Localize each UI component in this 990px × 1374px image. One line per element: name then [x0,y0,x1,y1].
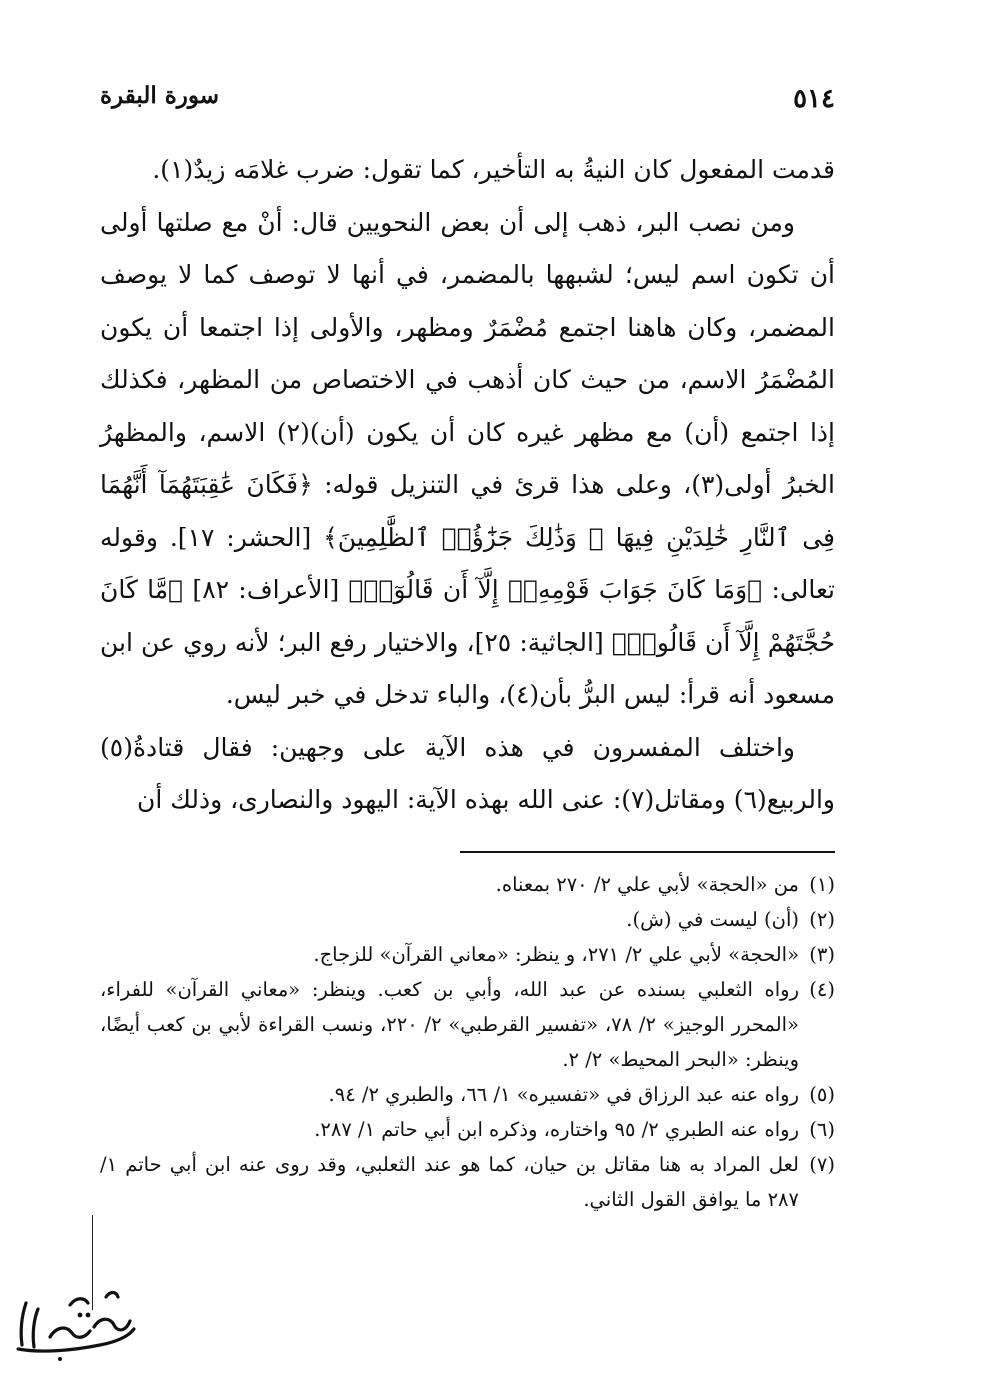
page-content [100,78,835,1217]
footnote-text: «الحجة» لأبي علي ٢/ ٢٧١، و ينظر: «معاني القرآن» للزجاج. [313,942,799,966]
footnote-text: من «الحجة» لأبي علي ٢/ ٢٧٠ بمعناه. [495,872,799,896]
footnote-number: (٣) [809,942,835,966]
footnote [100,867,835,902]
footnote [100,972,835,1077]
footnotes [100,867,835,1217]
calligraphy-stamp-logo [10,1275,140,1365]
footnote [100,1147,835,1217]
footnote [100,902,835,937]
footnote-text: رواه الثعلبي بسنده عن عبد الله، وأبي بن كعب. وينظر: «معاني القرآن» للفراء، «المحرر الوجيز» ٢/ ٧٨، «تفسير القرطبي» ٢/ ٢٢٠، ونسب القراءة لأبي بن كعب أيضًا، وينظر: «البحر المحيط» ٢/ ٢. [100,977,799,1071]
footnote-text: رواه عنه عبد الرزاق في «تفسيره» ١/ ٦٦، والطبري ٢/ ٩٤. [328,1082,799,1106]
footnote-number: (٥) [809,1082,835,1106]
footnote-text: لعل المراد به هنا مقاتل بن حيان، كما هو عند الثعلبي، وقد روى عنه ابن أبي حاتم ١/ ٢٨٧ ما يوافق القول الثاني. [100,1152,799,1211]
footnote [100,1112,835,1147]
main-text [100,144,835,827]
page-header [100,78,835,134]
footnote-separator [460,851,835,853]
footnote-number: (١) [809,872,835,896]
footnote-text: رواه عنه الطبري ٢/ ٩٥ واختاره، وذكره ابن أبي حاتم ١/ ٢٨٧. [314,1117,799,1141]
footnote [100,1077,835,1112]
footnote-number: (٦) [809,1117,835,1141]
paragraph: واختلف المفسرون في هذه الآية على وجهين: فقال قتادةُ(٥) والربيع(٦) ومقاتل(٧): عنى الله بهذه الآية: اليهود والنصارى، وذلك أن [100,732,835,814]
footnote [100,937,835,972]
footnote-number: (٧) [809,1152,835,1176]
page-number: ٥١٤ [793,84,835,114]
footnote-number: (٤) [809,977,835,1001]
paragraph: قدمت المفعول كان النيةُ به التأخير، كما تقول: ضرب غلامَه زيدٌ(١). [152,155,835,184]
surah-name: سورة البقرة [100,82,220,109]
footnote-text: (أن) ليست في (ش). [626,907,799,931]
paragraph: ومن نصب البر، ذهب إلى أن بعض النحويين قال: أنْ مع صلتها أولى أن تكون اسم ليس؛ لشبهها بالمضمر، في أنها لا توصف كما لا يوصف المضمر، وكان هاهنا اجتمع مُضْمَرٌ ومظهر، والأولى إذا اجتمعا أن يكون المُضْمَرُ الاسم، من حيث كان أذهب في الاختصاص من المظهر، فكذلك إذا اجتمع (أن) مع مظهر غيره كان أن يكون (أن)(٢) الاسم، والمظهرُ الخبرُ أولى(٣)، وعلى هذا قرئ في التنزيل قوله: ﴿فَكَانَ عَٰقِبَتَهُمَآ أَنَّهُمَا فِى ٱلنَّارِ خَٰلِدَيْنِ فِيهَا ۚ وَذَٰلِكَ جَزَٰٓؤُا۟ ٱلظَّٰلِمِينَ﴾ [الحشر: ١٧]. وقوله تعالى: ﴿وَمَا كَانَ جَوَابَ قَوْمِهِۦٓ إِلَّآ أَن قَالُوٓا۟﴾ [الأعراف: ٨٢] ﴿مَّا كَانَ حُجَّتَهُمْ إِلَّآ أَن قَالُوا۟﴾ [الجاثية: ٢٥]، والاختيار رفع البر؛ لأنه روي عن ابن مسعود أنه قرأ: ليس البرُّ بأن(٤)، والباء تدخل في خبر ليس. [100,207,836,709]
footnote-number: (٢) [809,907,835,931]
